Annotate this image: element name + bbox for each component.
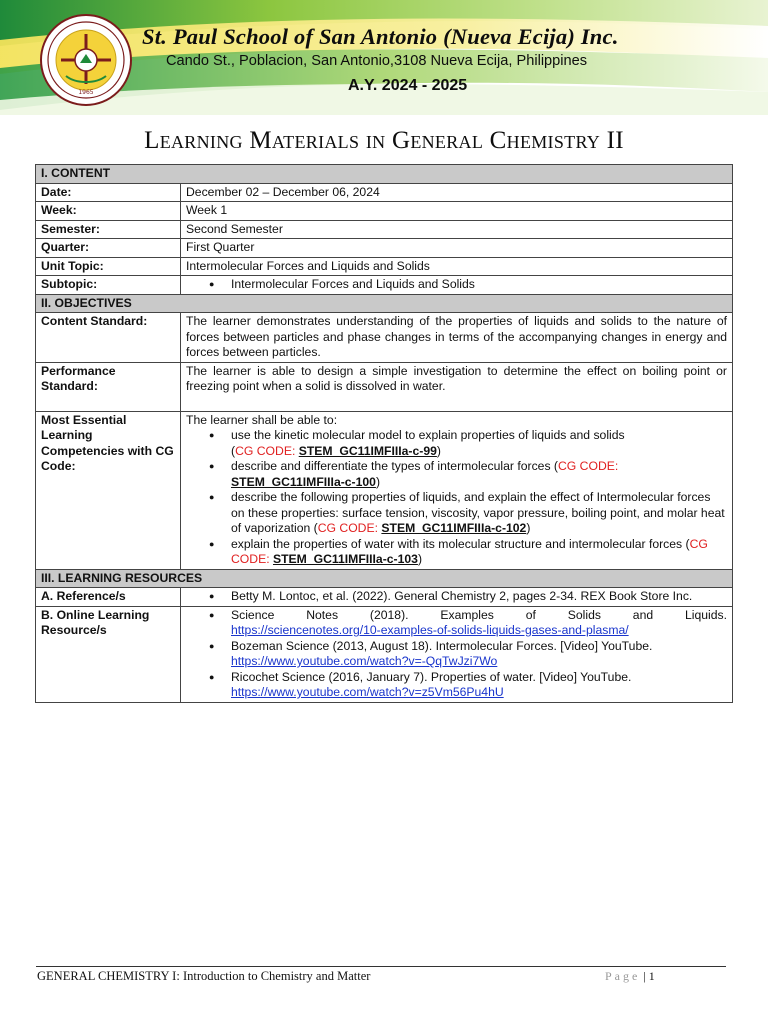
table-row xyxy=(36,362,733,411)
resource-link[interactable]: https://www.youtube.com/watch?v=z5Vm56Pu4hU xyxy=(231,685,504,699)
list-item: ● describe and differentiate the types of intermolecular forces (CG CODE: STEM_GC11IMFIIIa-c-100) xyxy=(231,459,727,490)
cg-code: STEM_GC11IMFIIIa-c-100 xyxy=(231,474,376,489)
competencies-cell xyxy=(181,411,733,569)
cg-code: STEM_GC11IMFIIIa-c-102 xyxy=(381,521,527,535)
header-banner xyxy=(0,0,768,115)
row-value: Week 1 xyxy=(181,202,733,221)
academic-year: A.Y. 2024 - 2025 xyxy=(348,77,468,94)
table-row xyxy=(36,220,733,239)
content-standard-text: The learner demonstrates understanding of the properties of liquids and solids to the nature of forces between particles and phase changes in terms of the accompanying changes in energy and forces between particles. xyxy=(181,313,733,363)
learning-materials-table xyxy=(35,164,733,703)
objectives-section-row xyxy=(36,294,733,313)
row-label: Content Standard: xyxy=(36,313,181,363)
footer-page-word: Page xyxy=(605,969,641,983)
cg-code: STEM_GC11IMFIIIa-c-103 xyxy=(272,552,418,566)
table-row xyxy=(36,313,733,363)
list-item: ● Intermolecular Forces and Liquids and Solids xyxy=(231,277,727,293)
table-row xyxy=(36,239,733,258)
row-value xyxy=(181,276,733,295)
list-item: ● Bozeman Science (2013, August 18). Intermolecular Forces. [Video] YouTube. https://www.youtube.com/watch?v=-QqTwJzi7Wo xyxy=(231,639,727,670)
table-row xyxy=(36,183,733,202)
list-item: ● use the kinetic molecular model to explain properties of liquids and solids (CG CODE: STEM_GC11IMFIIIa-c-99) xyxy=(231,428,727,459)
school-seal-icon xyxy=(40,14,132,106)
competencies-intro: The learner shall be able to: xyxy=(186,412,338,427)
page-number: 1 xyxy=(648,969,655,983)
row-label: Unit Topic: xyxy=(36,257,181,276)
row-value: Second Semester xyxy=(181,220,733,239)
cg-code-prefix: CG CODE: xyxy=(231,536,708,566)
resource-link[interactable]: https://www.youtube.com/watch?v=-QqTwJzi7Wo xyxy=(231,654,498,668)
cg-code: STEM_GC11IMFIIIa-c-99 xyxy=(298,443,437,458)
footer-divider xyxy=(36,966,726,967)
list-item: ● Science Notes (2018). Examples of Solids and Liquids. https://sciencenotes.org/10-examples-of-solids-liquids-gases-and-plasma/ xyxy=(231,608,727,639)
list-item: ● describe the following properties of liquids, and explain the effect of Intermolecular forces on these properties: surface tension, viscosity, vapor pressure, boiling point, and molar heat of vaporization (CG CODE: STEM_GC11IMFIIIa-c-102) xyxy=(231,490,727,537)
cg-code-prefix: CG CODE: xyxy=(558,459,619,473)
table-row xyxy=(36,276,733,295)
list-item: ● Ricochet Science (2016, January 7). Properties of water. [Video] YouTube. https://www.youtube.com/watch?v=z5Vm56Pu4hU xyxy=(231,670,727,701)
row-value: First Quarter xyxy=(181,239,733,258)
online-resources-cell xyxy=(181,606,733,702)
table-row xyxy=(36,411,733,569)
section-header-objectives: II. OBJECTIVES xyxy=(36,294,733,313)
table-row xyxy=(36,606,733,702)
school-name: St. Paul School of San Antonio (Nueva Ecija) Inc. xyxy=(142,24,619,49)
list-item: ● explain the properties of water with its molecular structure and intermolecular forces (CG CODE: STEM_GC11IMFIIIa-c-103) xyxy=(231,537,727,568)
row-label: Semester: xyxy=(36,220,181,239)
footer-page-number xyxy=(605,969,655,984)
row-label: A. Reference/s xyxy=(36,588,181,607)
row-label: Performance Standard: xyxy=(36,362,181,411)
resources-section-row xyxy=(36,569,733,588)
svg-text:1965: 1965 xyxy=(78,89,94,96)
reference-cell xyxy=(181,588,733,607)
table-row xyxy=(36,588,733,607)
cg-code-prefix: CG CODE: xyxy=(317,521,382,535)
row-value: December 02 – December 06, 2024 xyxy=(181,183,733,202)
footer-separator: | xyxy=(643,969,646,983)
section-header-resources: III. LEARNING RESOURCES xyxy=(36,569,733,588)
footer-course-title: GENERAL CHEMISTRY I: Introduction to Chemistry and Matter xyxy=(37,969,371,983)
row-label: Date: xyxy=(36,183,181,202)
cg-code-prefix: CG CODE: xyxy=(235,443,299,458)
section-header-content: I. CONTENT xyxy=(36,165,733,184)
row-label: Most Essential Learning Competencies with CG Code: xyxy=(36,411,181,569)
row-label: Week: xyxy=(36,202,181,221)
table-row xyxy=(36,202,733,221)
row-value: Intermolecular Forces and Liquids and Solids xyxy=(181,257,733,276)
table-row xyxy=(36,257,733,276)
list-item: ● Betty M. Lontoc, et al. (2022). General Chemistry 2, pages 2-34. REX Book Store Inc. xyxy=(231,589,727,605)
performance-standard-text: The learner is able to design a simple investigation to determine the effect on boiling point or freezing point when a solid is dissolved in water. xyxy=(181,362,733,411)
content-section-row xyxy=(36,165,733,184)
school-address: Cando St., Poblacion, San Antonio,3108 Nueva Ecija, Philippines xyxy=(166,53,588,69)
page-title: Learning Materials in General Chemistry II xyxy=(144,127,624,154)
resource-link[interactable]: https://sciencenotes.org/10-examples-of-solids-liquids-gases-and-plasma/ xyxy=(231,623,629,637)
row-label: Quarter: xyxy=(36,239,181,258)
row-label: Subtopic: xyxy=(36,276,181,295)
row-label: B. Online Learning Resource/s xyxy=(36,606,181,702)
